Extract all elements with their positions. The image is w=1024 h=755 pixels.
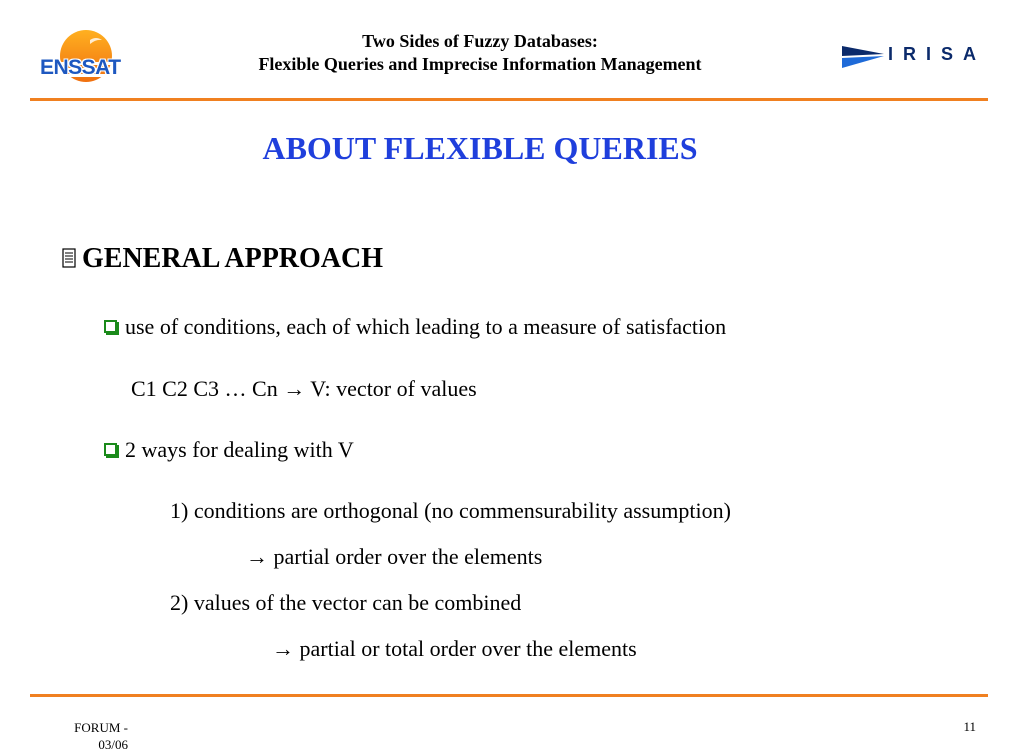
bullet-conditions-text: use of conditions, each of which leading to a measure of satisfaction xyxy=(125,314,727,339)
bullet-ways xyxy=(104,437,354,463)
irisa-logo-text: IRISA xyxy=(888,44,987,64)
footer-divider xyxy=(30,694,988,697)
page-number: 11 xyxy=(963,719,976,734)
item-combined: 2) values of the vector can be combined xyxy=(170,590,522,615)
irisa-flag-icon xyxy=(840,42,886,72)
enssat-logo xyxy=(30,26,142,86)
presentation-title-line1: Two Sides of Fuzzy Databases: xyxy=(362,31,598,51)
checkbox-bullet-icon xyxy=(104,320,117,333)
footer-event xyxy=(64,719,128,753)
presentation-title xyxy=(200,30,760,76)
bullet-conditions xyxy=(104,314,726,340)
item-combined-result: → partial or total order over the elements xyxy=(272,636,637,661)
item-orthogonal-result: → partial order over the elements xyxy=(246,544,543,569)
irisa-logo xyxy=(840,40,990,74)
presentation-title-line2: Flexible Queries and Imprecise Information Management xyxy=(258,54,702,74)
checkbox-bullet-icon xyxy=(104,443,117,456)
document-bullet-icon xyxy=(62,248,76,268)
header-divider xyxy=(30,98,988,101)
footer-event-line1: FORUM - xyxy=(74,720,128,735)
section-heading xyxy=(62,243,383,275)
item-orthogonal: 1) conditions are orthogonal (no commensurability assumption) xyxy=(170,498,731,523)
footer-event-line2: 03/06 xyxy=(98,737,128,752)
formula-line: C1 C2 C3 … Cn → V: vector of values xyxy=(131,376,477,401)
enssat-logo-text: ENSSAT xyxy=(40,56,121,79)
section-heading-text: GENERAL APPROACH xyxy=(82,243,384,274)
slide-title: ABOUT FLEXIBLE QUERIES xyxy=(262,130,698,166)
bullet-ways-text: 2 ways for dealing with V xyxy=(125,437,354,462)
